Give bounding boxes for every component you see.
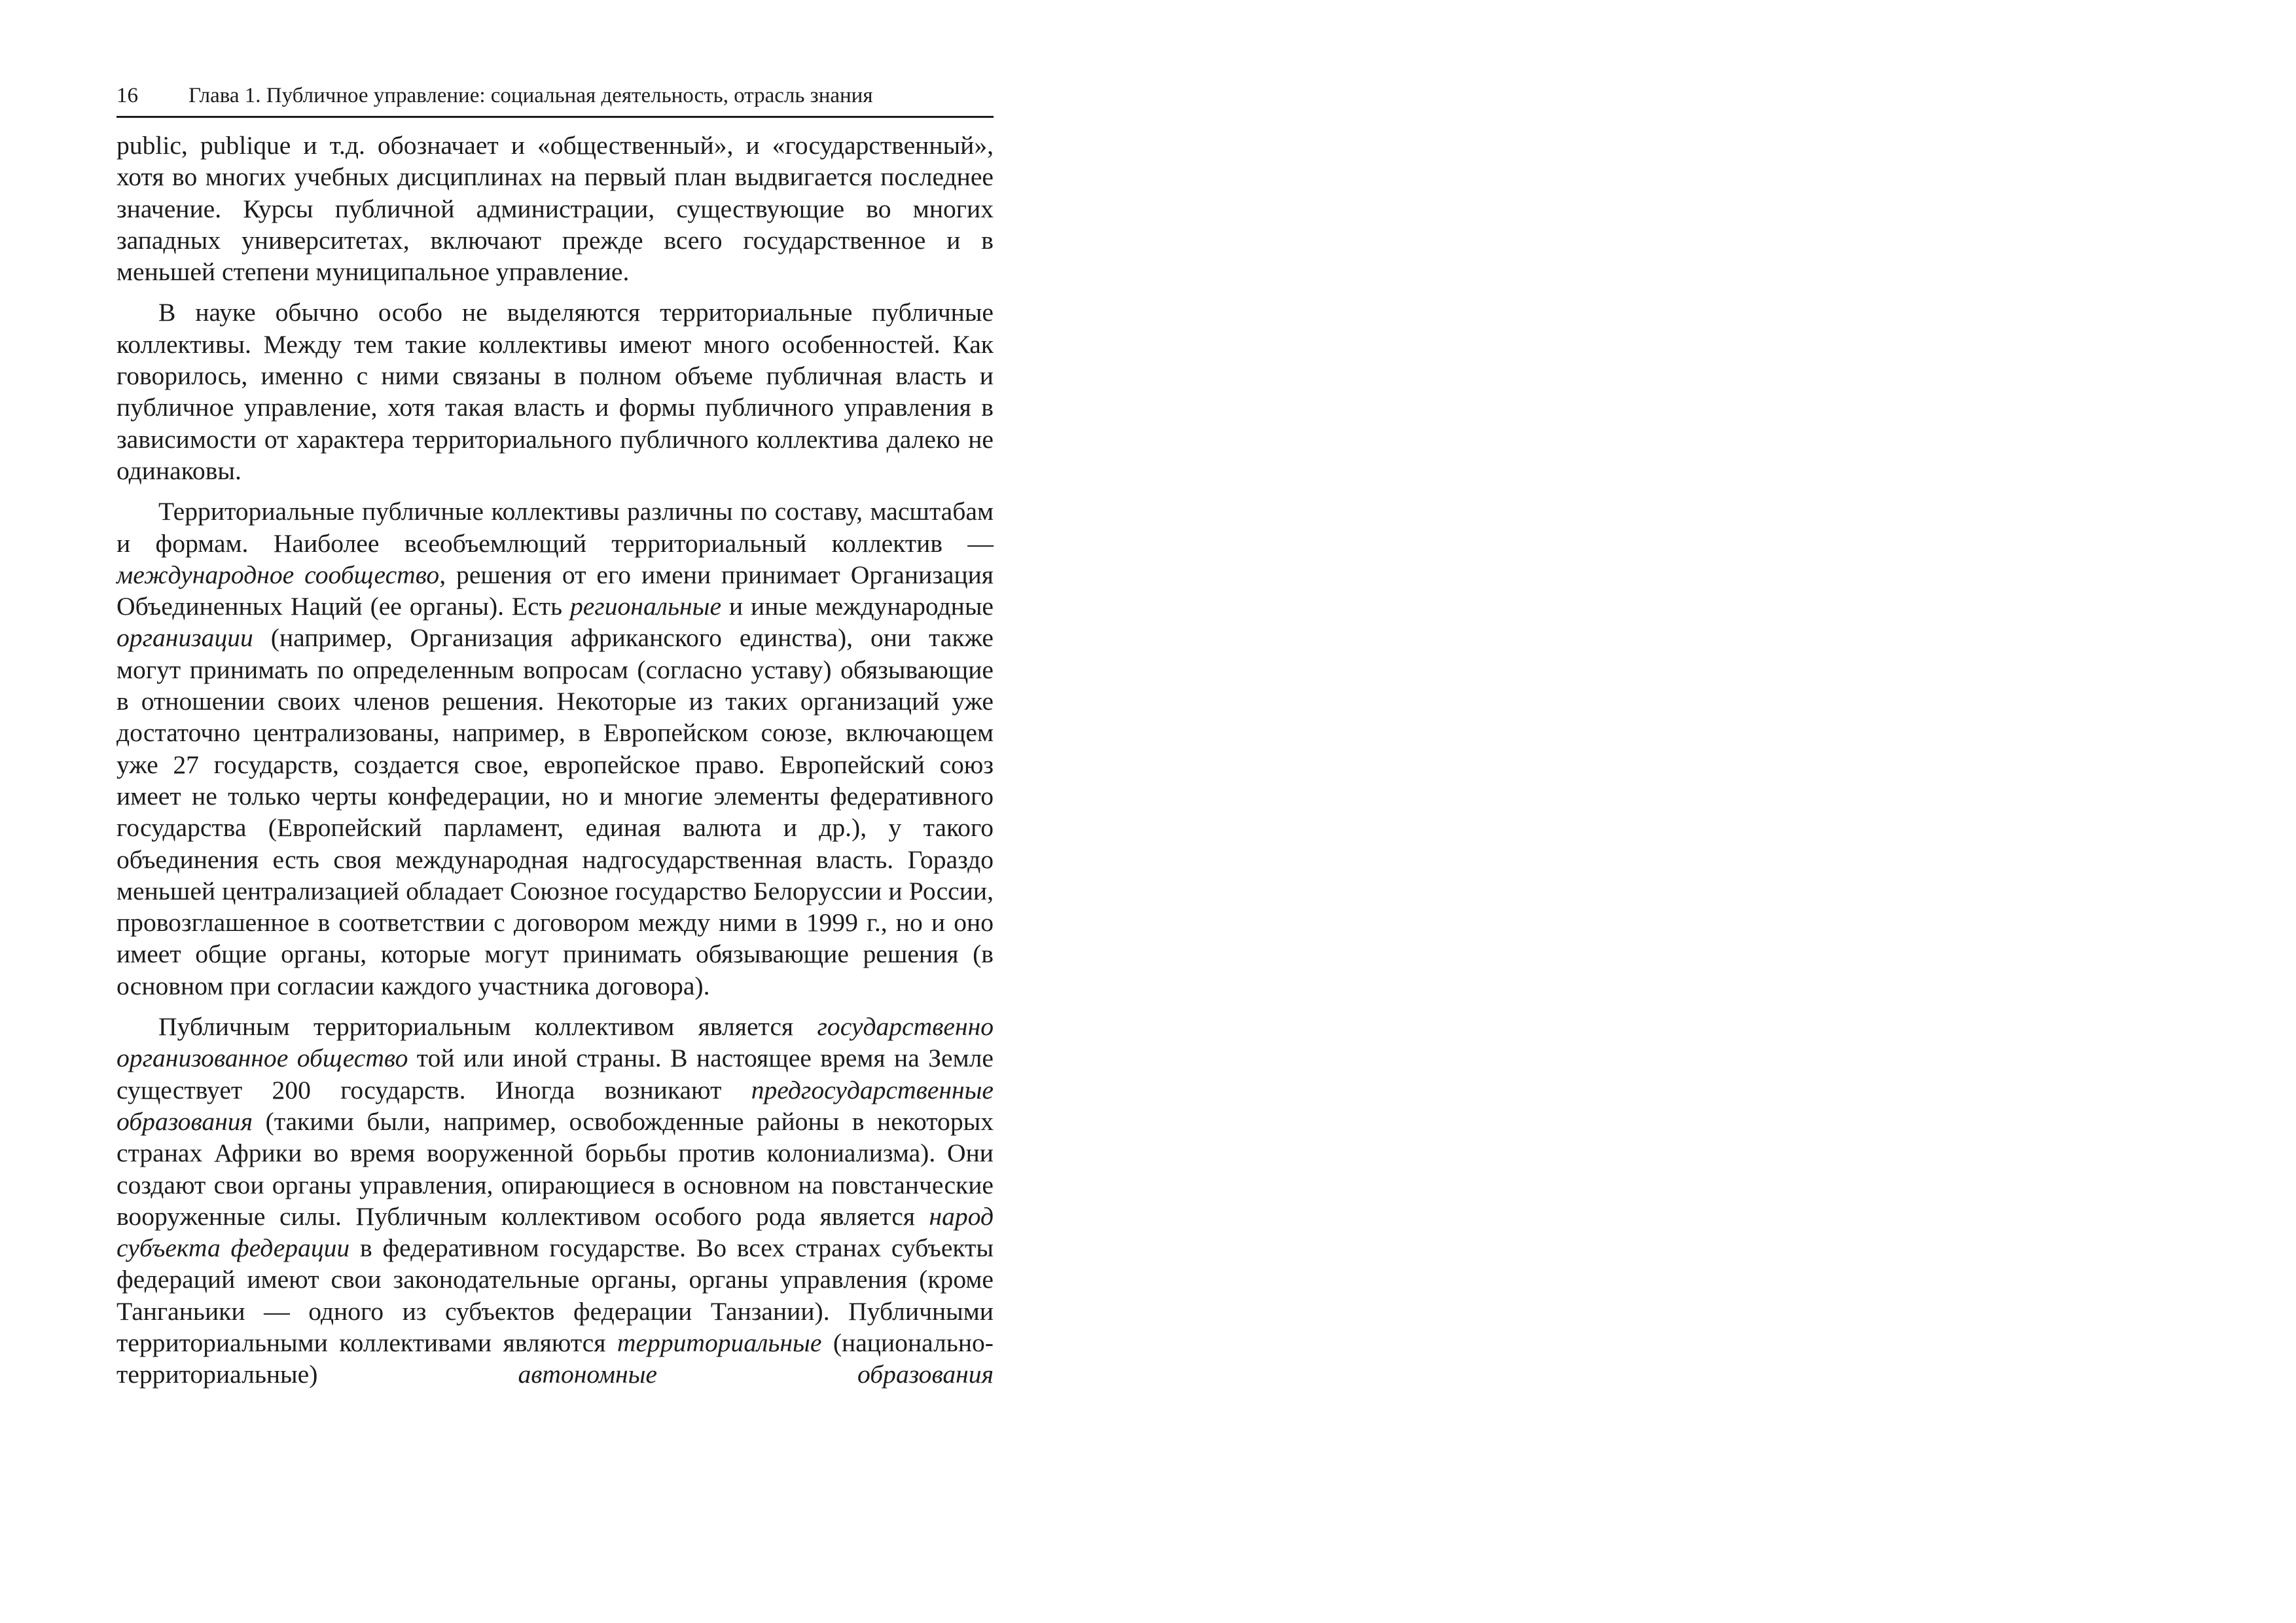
paragraph-2 <box>117 297 994 486</box>
paragraph-4 <box>117 1011 994 1391</box>
italic-term: территориальные <box>617 1328 822 1357</box>
italic-term: организации <box>117 623 253 653</box>
italic-term: народ субъекта федерации <box>117 1201 994 1263</box>
italic-term: предгосударственные образования <box>117 1075 994 1136</box>
text-segment: Публичным территориальным коллективом является <box>158 1012 817 1042</box>
text-segment: Территориальные публичные коллективы различны по составу, масштабам и формам. Наиболее всеобъемлющий территориальный коллектив — <box>117 497 994 558</box>
text-segment: той или иной страны. В настоящее время на Земле существует 200 государств. Иногда возникают <box>117 1044 994 1104</box>
body-text <box>117 130 994 1391</box>
text-segment: (например, Организация африканского единства), они также могут принимать по определенным вопросам (согласно уставу) обязывающие в отношении своих членов решения. Некоторые из таких организаций уже достаточно централизованы, например, в Европейском союзе, включающем уже 27 государств, создается свое, европейское право. Европейский союз имеет не только черты конфедерации, но и многие элементы федеративного государства (Европейский парламент, единая валюта и др.), у такого объединения есть своя международная надгосударственная власть. Гораздо меньшей централизацией обладает Союзное государство Белоруссии и России, провозглашенное в соответствии с договором между ними в 1999 г., но и оно имеет общие органы, которые могут принимать обязывающие решения (в основном при согласии каждого участника договора). <box>117 623 994 1000</box>
text-segment: и иные международные <box>721 592 994 621</box>
paragraph-1 <box>117 130 994 287</box>
text-segment: В науке обычно особо не выделяются территориальные публичные коллективы. Между тем такие коллективы имеют много особенностей. Как говорилось, именно с ними связаны в полном объеме публичная власть и публичное управление, хотя такая власть и формы публичного управления в зависимости от характера территориального публичного коллектива далеко не одинаковы. <box>117 298 994 485</box>
text-segment: (такими были, например, освобожденные районы в некоторых странах Африки во время вооруженной борьбы против колониализма). Они создают свои органы управления, опирающиеся в основном на повстанческие вооруженные силы. Публичным коллективом особого рода является <box>117 1106 994 1231</box>
page-number: 16 <box>117 84 138 107</box>
chapter-title: Глава 1. Публичное управление: социальная деятельность, отрасль знания <box>188 84 873 107</box>
text-segment: (национально-территориальные) <box>117 1328 994 1389</box>
text-segment: в федеративном государстве. Во всех странах субъекты федераций имеют свои законодательные органы, органы управления (кроме Танганьики — одного из субъектов федерации Танзании). Публичными территориальными коллективами являются <box>117 1233 994 1357</box>
running-header <box>117 85 994 118</box>
text-segment: public, publique и т.д. обозначает и «общественный», и «государственный», хотя во многих учебных дисциплинах на первый план выдвигается последнее значение. Курсы публичной администрации, существующие во многих западных университетах, включают прежде всего государственное и в меньшей степени муниципальное управление. <box>117 131 994 287</box>
text-segment: , решения от его имени принимает Организация Объединенных Наций (ее органы). Есть <box>117 560 994 621</box>
italic-term: автономные образования <box>518 1360 994 1389</box>
italic-term: международное сообщество <box>117 560 440 589</box>
book-page <box>117 85 994 1391</box>
italic-term: региональные <box>569 592 722 621</box>
italic-term: государственно организованное общество <box>117 1012 994 1073</box>
paragraph-3 <box>117 496 994 1002</box>
